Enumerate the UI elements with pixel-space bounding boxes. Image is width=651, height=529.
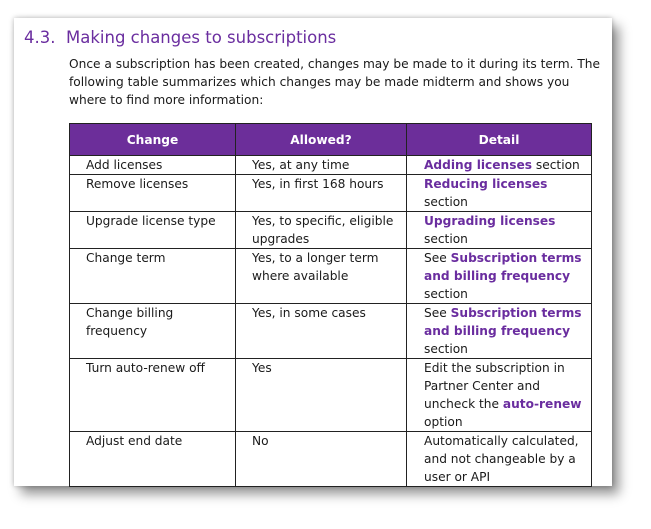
column-header-allowed: Allowed? (236, 124, 407, 156)
detail-link[interactable]: auto-renew (502, 397, 582, 411)
cell-allowed: No (236, 432, 407, 487)
cell-allowed: Yes, to specific, eligible upgrades (236, 212, 407, 249)
table-row (70, 359, 592, 432)
detail-text: Automatically calculated, and not changeable by a user or API (424, 434, 579, 484)
cell-change: Add licenses (70, 156, 236, 175)
cell-allowed: Yes, in some cases (236, 304, 407, 359)
cell-detail (407, 359, 592, 432)
detail-link[interactable]: Subscription terms and billing frequency (424, 306, 582, 338)
cell-detail (407, 432, 592, 487)
cell-allowed: Yes (236, 359, 407, 432)
cell-change: Adjust end date (70, 432, 236, 487)
detail-text: section (424, 342, 468, 356)
cell-detail (407, 175, 592, 212)
cell-detail (407, 304, 592, 359)
detail-text: Edit the subscription in Partner Center and uncheck the (424, 361, 565, 411)
detail-text: See (424, 306, 451, 320)
detail-link[interactable]: Subscription terms and billing frequency (424, 251, 582, 283)
table-row (70, 304, 592, 359)
cell-change: Turn auto-renew off (70, 359, 236, 432)
detail-link[interactable]: Adding licenses (424, 158, 532, 172)
table-row (70, 249, 592, 304)
cell-detail (407, 212, 592, 249)
cell-detail (407, 156, 592, 175)
detail-text: section (424, 232, 468, 246)
table-row (70, 156, 592, 175)
cell-allowed: Yes, to a longer term where available (236, 249, 407, 304)
table-body (70, 156, 592, 487)
section-number: 4.3. (24, 28, 56, 47)
cell-change: Remove licenses (70, 175, 236, 212)
cell-allowed: Yes, at any time (236, 156, 407, 175)
table-row (70, 212, 592, 249)
detail-link[interactable]: Reducing licenses (424, 177, 548, 191)
table-row (70, 432, 592, 487)
detail-text: section (424, 195, 468, 209)
intro-text: Once a subscription has been created, changes may be made to it during its term. The following table summarizes which changes may be made midterm and shows you where to find more information: (69, 57, 601, 107)
cell-detail (407, 249, 592, 304)
column-header-change: Change (70, 124, 236, 156)
cell-change: Change billing frequency (70, 304, 236, 359)
column-header-detail: Detail (407, 124, 592, 156)
detail-link[interactable]: Upgrading licenses (424, 214, 556, 228)
section-heading (24, 28, 336, 47)
detail-text: section (532, 158, 580, 172)
detail-text: See (424, 251, 451, 265)
cell-change: Upgrade license type (70, 212, 236, 249)
detail-text: option (424, 415, 463, 429)
table-row (70, 175, 592, 212)
cell-allowed: Yes, in first 168 hours (236, 175, 407, 212)
section-title: Making changes to subscriptions (66, 28, 337, 47)
table-header-row (70, 124, 592, 156)
cell-change: Change term (70, 249, 236, 304)
changes-table (69, 123, 592, 487)
document-page (14, 18, 612, 486)
detail-text: section (424, 287, 468, 301)
intro-paragraph (69, 55, 609, 109)
